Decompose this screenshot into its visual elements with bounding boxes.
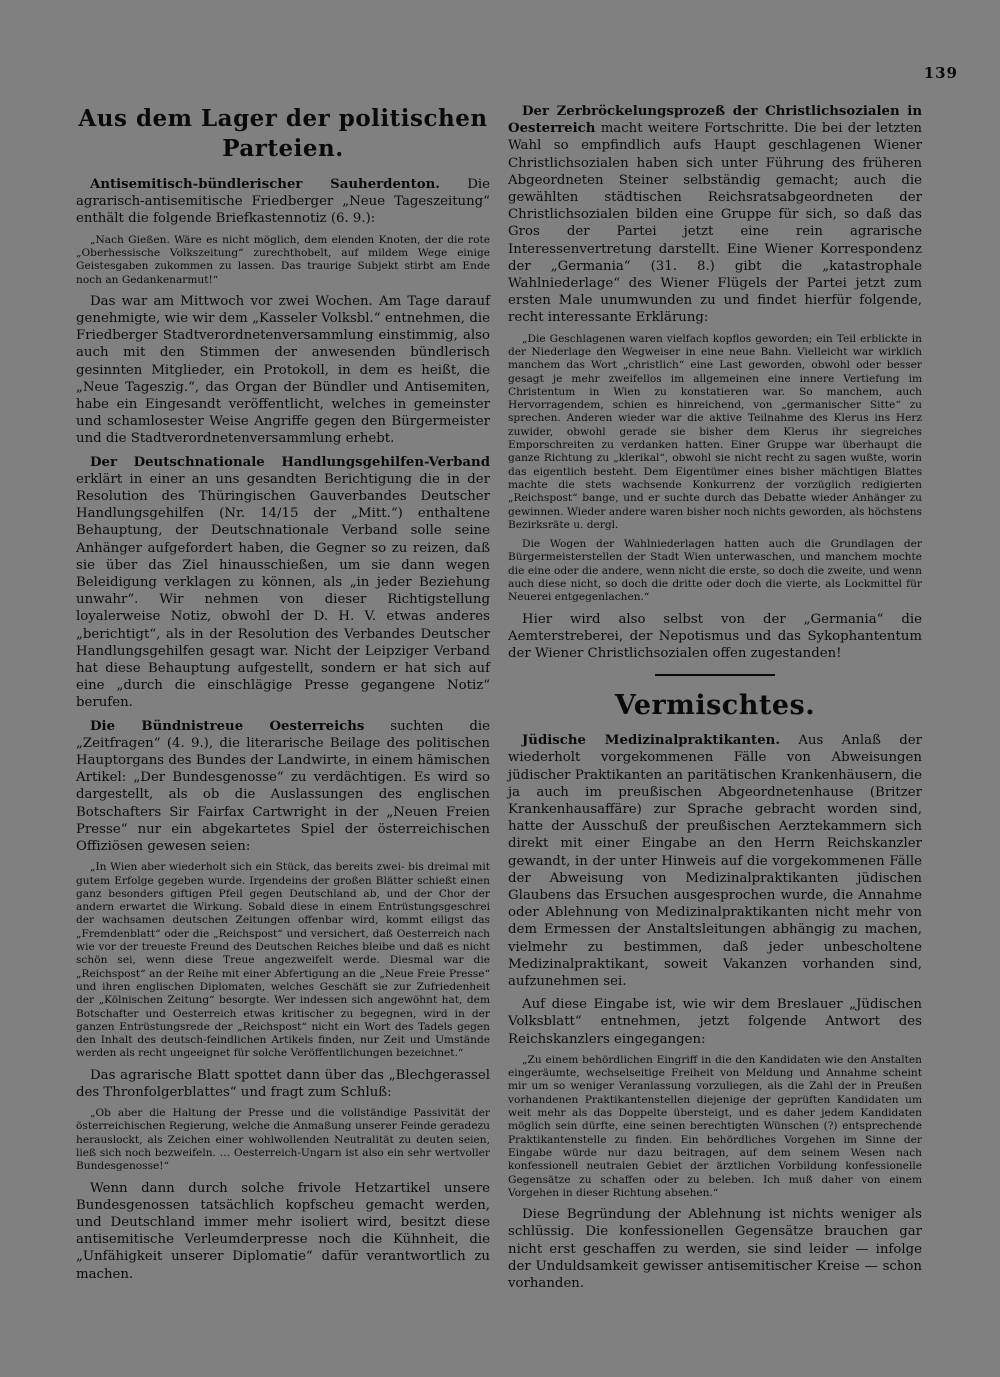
paragraph-text: „In Wien aber wiederholt sich ein Stück, das bereits zwei- bis dreimal mit gutem Erfolge gegeben wurde. Irgendeins der großen Blätter schießt einen ganz besonders giftigen Pfeil gegen Deutschland ab, und der Chor der andern erwartet die Wirkung. Sobald diese in einem Entrüstungsgeschrei der wachsamen deutschen Zeitungen offenbar wird, kommt eiligst das „Fremdenblatt“ oder die „Reichspost“ und versichert, daß Oesterreich nach wie vor der treueste Freund des Deutschen Reiches bleibe und daß es nicht schön sei, wenn diese Treue angezweifelt werde. Diesmal war die „Reichspost“ an der Reihe mit einer Abfertigung an die „Neue Freie Presse“ und ihren englischen Diplomaten, welches Geschäft sie zur Zufriedenheit der „Kölnischen Zeitung“ besorgte. Wer indessen sich angewöhnt hat, dem Botschafter und Oesterreich etwas kritischer zu begegnen, wird in der ganzen Entrüstungsrede der „Reichspost“ nicht ein Wort des Tadels gegen den Inhalt des deutsch-feindlichen Artikels finden, nur Zeit und Umstände werden als recht ungeeignet für solche Veröffentlichungen bezeichnet.“ xyxy=(76,861,490,1060)
paragraph-text: suchten die „Zeitfragen“ (4. 9.), die literarische Beilage des politischen Hauptorgans des Bundes der Landwirte, in einem hämischen Artikel: „Der Bundesgenosse“ zu verdächtigen. Es wird so dargestellt, als ob die Auslassungen des englischen Botschafters Sir Fairfax Cartwright in der „Neuen Freien Presse“ nur ein abgekartetes Spiel der österreichischen Offiziösen gewesen seien: xyxy=(76,718,490,855)
paragraph-text: Das agrarische Blatt spottet dann über das „Blechgerassel des Thronfolgerblattes“ und fragt zum Schluß: xyxy=(76,1067,490,1100)
article-paragraph xyxy=(508,103,922,327)
page-number: 139 xyxy=(923,64,958,82)
quoted-paragraph xyxy=(76,1107,490,1173)
article-paragraph xyxy=(76,176,490,228)
article-paragraph xyxy=(76,1180,490,1283)
paragraph-text: macht weitere Fortschritte. Die bei der letzten Wahl so empfindlich aufs Haupt geschlagenen Wiener Christlichsozialen haben sich unter Führung des früheren Abgeordneten Steiner selbständig gemacht; auch die gewählten städtischen Reichsratsabgeordneten der Christlichsozialen bilden eine Gruppe für sich, so daß das Gros der Partei jetzt eine rein agrarische Interessenvertretung darstellt. Eine Wiener Korrespondenz der „Germania“ (31. 8.) gibt die „katastrophale Wahlniederlage“ des Wiener Flügels der Partei jetzt zum ersten Male unumwunden zu und findet hierfür folgende, recht interessante Erklärung: xyxy=(508,121,922,326)
right-column xyxy=(508,103,922,1298)
paragraph-text: Diese Begründung der Ablehnung ist nichts weniger als schlüssig. Die konfessionellen Gegensätze brauchen gar nicht erst geschaffen zu werden, sie sind leider — infolge der Unduldsamkeit gewisser antisemitischer Kreise — schon vorhanden. xyxy=(508,1207,922,1291)
paragraph-lead: Antisemitisch-bündlerischer Sauherdenton. xyxy=(90,177,440,192)
paragraph-text: erklärt in einer an uns gesandten Berichtigung die in der Resolution des Thüringischen Gauverbandes Deutscher Handlungsgehilfen (Nr. 14/15 der „Mitt.“) enthaltene Behauptung, der Deutschnationale Verband solle seine Anhänger aufgefordert haben, die Gegner so zu reizen, daß sie über das Ziel hinausschießen, um sie dann wegen Beleidigung verklagen zu können, als „in jeder Beziehung unwahr“. Wir nehmen von dieser Richtigstellung loyalerweise Notiz, obwohl der D. H. V. etwas anderes „berichtigt“, als in der Resolution des Verbandes Deutscher Handlungsgehilfen gesagt war. Nicht der Leipziger Verband hat diese Behauptung aufgestellt, sondern er hat sich auf eine „durch die einschlägige Presse gegangene Notiz“ berufen. xyxy=(76,471,490,711)
paragraph-lead: Der Deutschnationale Handlungsgehilfen-Verband xyxy=(90,454,490,470)
paragraph-text: „Nach Gießen. Wäre es nicht möglich, dem elenden Knoten, der die rote „Oberhessische Volkszeitung“ zurechthobelt, auf mildem Wege einige Geistesgaben zukommen zu lassen. Das traurige Subjekt stirbt am Ende noch an Gedankenarmut!“ xyxy=(76,233,490,286)
quoted-paragraph xyxy=(76,234,490,287)
article-paragraph xyxy=(508,611,922,663)
article-paragraph xyxy=(508,996,922,1048)
paragraph-text: Aus Anlaß der wiederholt vorgekommenen Fälle von Abweisungen jüdischer Praktikanten an paritätischen Krankenhäusern, die ja auch im preußischen Abgeordnetenhause (Britzer Krankenhausaffäre) zur Sprache gebracht worden sind, hatte der Ausschuß der preußischen Aerztekammern sich direkt mit einer Eingabe an den Herrn Reichskanzler gewandt, in der unter Hinweis auf die vorgekommenen Fälle der Abweisung von Medizinalpraktikanten jüdischen Glaubens das Ersuchen ausgesprochen wurde, die Annahme oder Ablehnung von Medizinalpraktikanten nicht mehr von dem Ermessen der Anstaltsleitungen abhängig zu machen, vielmehr zu bestimmen, daß jeder unbescholtene Medizinalpraktikant, soweit Vakanzen vorhanden sind, aufzunehmen sei. xyxy=(508,733,922,990)
paragraph-text: „Die Geschlagenen waren vielfach kopflos geworden; ein Teil erblickte in der Niederlage den Wegweiser in eine neue Bahn. Vielleicht war wirklich manchem das Wort „christlich“ eine Last geworden, obwohl oder besser gesagt je mehr zweifellos im allgemeinen eine innere Vertiefung im Christentum in Wien zu konstatieren war. So manchem, auch Hervorragendem, schien es hinreichend, von „germanischer Sitte“ zu sprechen. Anderen wieder war die aktive Teilnahme des Klerus ins Herz zuwider, obwohl gerade sie bisher dem Klerus ihr siegreiches Emporschreiten zu verdanken hatten. Einer Gruppe war überhaupt die ganze Richtung zu „klerikal“, obwohl sie nicht recht zu sagen wußte, worin das eigentlich besteht. Dem Eigentümer eines bisher mächtigen Blattes machte die stets wachsende Konkurrenz der vorzüglich redigierten „Reichspost“ bange, und er suchte durch das Debatte wieder Anhänger zu gewinnen. Wieder andere waren bisher noch nichts geworden, als höchstens Bezirksräte u. dergl. xyxy=(508,332,922,531)
paragraph-text: Das war am Mittwoch vor zwei Wochen. Am Tage darauf genehmigte, wie wir dem „Kasseler Volksbl.“ entnehmen, die Friedberger Stadtverordnetenversammlung einstimmig, also auch mit den Stimmen der anwesenden bündlerisch gesinnten Mitglieder, ein Protokoll, in dem es heißt, die „Neue Tageszig.“, das Organ der Bündler und Antisemiten, habe ein Eingesandt veröffentlicht, welches in gemeinster und schamlosester Weise Angriffe gegen den Bürgermeister und die Stadtverordnetenversammlung erhebt. xyxy=(76,293,490,447)
paragraph-text: Die agrarisch-antisemitische Friedberger „Neue Tageszeitung“ enthält die folgende Briefkastennotiz (6. 9.): xyxy=(76,177,490,227)
quoted-paragraph xyxy=(508,1054,922,1200)
section-divider xyxy=(655,674,775,676)
left-article-body xyxy=(76,176,490,1283)
paragraph-lead: Jüdische Medizinalpraktikanten. xyxy=(522,733,780,749)
article-paragraph xyxy=(76,454,490,712)
article-paragraph xyxy=(76,1067,490,1101)
quoted-paragraph xyxy=(76,861,490,1060)
right-article-body-top xyxy=(508,103,922,662)
section-heading-misc: Vermischtes. xyxy=(614,690,816,722)
paragraph-lead: Der Zerbröckelungsprozeß der Christlichsozialen in Oesterreich xyxy=(508,104,922,137)
paragraph-text: „Ob aber die Haltung der Presse und die vollständige Passivität der österreichischen Regierung, welche die Anmaßung unserer Feinde geradezu herauslockt, als Zeichen einer wohlwollenden Neutralität zu deuten seien, ließ sich noch bezweifeln. … Oesterreich-Ungarn ist also ein sehr wertvoller Bundesgenosse!“ xyxy=(76,1107,490,1173)
right-article-body-bottom xyxy=(508,732,922,1292)
article-paragraph xyxy=(508,1206,922,1292)
article-paragraph xyxy=(76,293,490,448)
paragraph-text: „Zu einem behördlichen Eingriff in die den Kandidaten wie den Anstalten eingeräumte, wechselseitige Freiheit von Meldung und Annahme scheint mir um so weniger Veranlassung vorzuliegen, als die Zahl der in Preußen vorhandenen Praktikantenstellen diejenige der geprüften Kandidaten um weit mehr als das Doppelte übersteigt, und es daher jedem Kandidaten möglich sein dürfte, eine seinen berechtigten Wünschen (?) entsprechende Praktikantenstelle zu finden. Ein behördliches Vorgehen im Sinne der Eingabe würde nur dazu beitragen, auf dem seinem Wesen nach konfessionell neutralen Gebiet der ärztlichen Vorbildung konfessionelle Gegensätze zu schaffen oder zu beleben. Ich muß daher von einem Vorgehen in dieser Richtung absehen.“ xyxy=(508,1053,922,1199)
paragraph-text: Die Wogen der Wahlniederlagen hatten auch die Grundlagen der Bürgermeisterstellen der Stadt Wien unterwaschen, und manchem mochte die eine oder die andere, wenn nicht die erste, so doch die zweite, und wenn auch diese nicht, so doch die dritte oder doch die vierte, als Lockmittel für Neuerei entgegenlachen.“ xyxy=(508,538,922,604)
quoted-paragraph xyxy=(508,538,922,604)
article-paragraph xyxy=(508,732,922,990)
left-column xyxy=(76,100,490,1289)
paragraph-lead: Die Bündnistreue Oesterreichs xyxy=(90,718,365,734)
paragraph-text: Auf diese Eingabe ist, wie wir dem Breslauer „Jüdischen Volksblatt“ entnehmen, jetzt folgende Antwort des Reichskanzlers eingegangen: xyxy=(508,997,922,1047)
quoted-paragraph xyxy=(508,333,922,532)
section-heading-parties: Aus dem Lager der politischen Parteien. xyxy=(78,105,488,162)
paragraph-text: Hier wird also selbst von der „Germania“ die Aemterstreberei, der Nepotismus und das Sykophantentum der Wiener Christlichsozialen offen zugestanden! xyxy=(508,611,922,661)
article-paragraph xyxy=(76,718,490,856)
paragraph-text: Wenn dann durch solche frivole Hetzartikel unsere Bundesgenossen tatsächlich kopfscheu gemacht werden, und Deutschland immer mehr isoliert wird, besitzt diese antisemitische Verleumderpresse noch die Kühnheit, die „Unfähigkeit unserer Diplomatie“ dafür verantwortlich zu machen. xyxy=(76,1180,490,1282)
